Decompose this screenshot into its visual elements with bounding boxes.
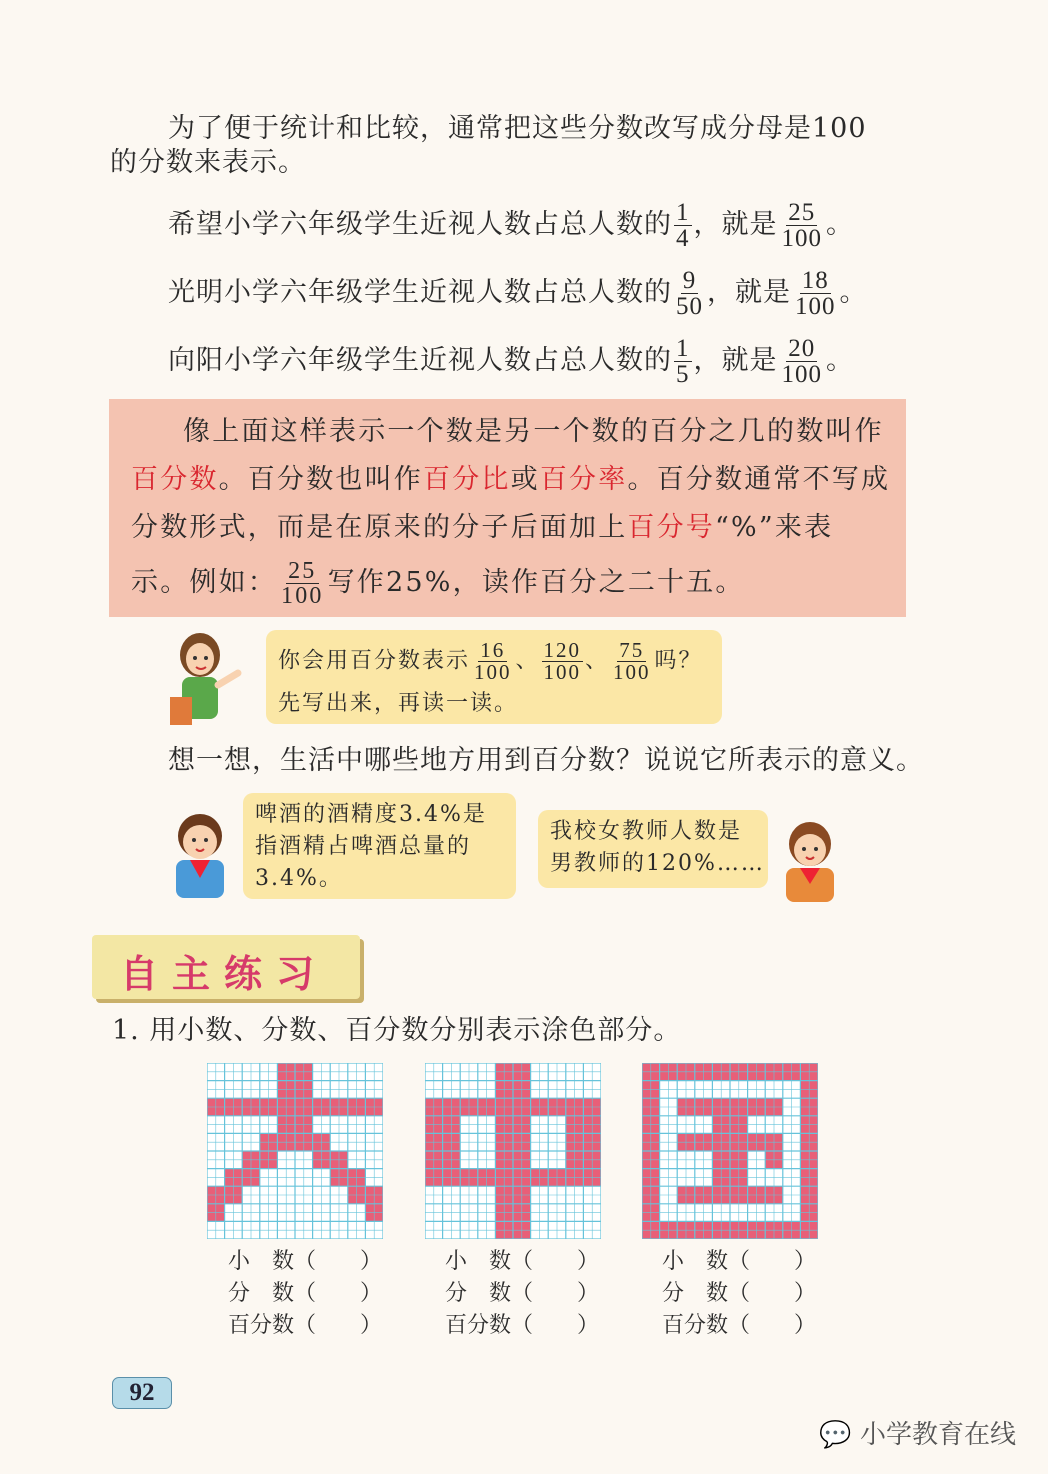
section-title: 自主练习 (120, 952, 329, 996)
grid-zhong (425, 1063, 601, 1239)
boy-speech-bubble: 啤酒的酒精度3.4%是 指酒精占啤酒总量的 3.4%。 (243, 793, 516, 899)
definition-line-2: 百分数。百分数也叫作百分比或百分率。百分数通常不写成 (131, 464, 891, 495)
teacher-illustration (160, 625, 250, 730)
definition-line-4: 示。例如： $\frac{25}{100}$ 写作25%，读作百分之二十五。 (131, 558, 745, 609)
example-row: 光明小学六年级学生近视人数占总人数的 $\frac{9}{50}$ ，就是 $\frac{18}{100}$ 。 (168, 267, 868, 320)
definition-line-3: 分数形式，而是在原来的分子后面加上百分号“%”来表 (131, 512, 834, 543)
watermark: 💬 小学教育在线 (819, 1420, 1016, 1450)
definition-line-1: 像上面这样表示一个数是另一个数的百分之几的数叫作 (183, 416, 884, 447)
grid-guo (642, 1063, 818, 1239)
boy-illustration (160, 808, 240, 898)
fraction-blank[interactable]: 分 数（ ） (662, 1281, 817, 1306)
grid-da (207, 1063, 383, 1239)
teacher-speech-bubble: 你会用百分数表示 $\frac{16}{100}$ 、 $\frac{120}{100}$ 、 $\frac{75}{100}$ 吗？ 先写出来，再读一读。 (266, 630, 722, 724)
fraction-blank[interactable]: 分 数（ ） (228, 1281, 383, 1306)
percent-blank[interactable]: 百分数（ ） (228, 1313, 383, 1338)
exercise-1: 1. 用小数、分数、百分数分别表示涂色部分。 (112, 1015, 682, 1046)
example-row: 向阳小学六年级学生近视人数占总人数的 $\frac{1}{5}$ ，就是 $\frac{20}{100}$ 。 (168, 335, 854, 388)
think-prompt: 想一想，生活中哪些地方用到百分数？说说它所表示的意义。 (168, 745, 924, 776)
girl-illustration (770, 818, 850, 902)
girl-speech-bubble: 我校女教师人数是 男教师的120%…… (538, 810, 768, 888)
intro-line-1: 为了便于统计和比较，通常把这些分数改写成分母是100 (168, 113, 867, 144)
decimal-blank[interactable]: 小 数（ ） (228, 1249, 383, 1274)
decimal-blank[interactable]: 小 数（ ） (662, 1249, 817, 1274)
example-row: 希望小学六年级学生近视人数占总人数的 $\frac{1}{4}$ ，就是 $\frac{25}{100}$ 。 (168, 199, 854, 252)
percent-blank[interactable]: 百分数（ ） (662, 1313, 817, 1338)
fraction-blank[interactable]: 分 数（ ） (445, 1281, 600, 1306)
chat-bubble-icon: 💬 (819, 1420, 860, 1450)
decimal-blank[interactable]: 小 数（ ） (445, 1249, 600, 1274)
page-number: 92 (112, 1377, 172, 1409)
percent-blank[interactable]: 百分数（ ） (445, 1313, 600, 1338)
definition-box (109, 399, 906, 617)
intro-line-2: 的分数来表示。 (110, 147, 306, 178)
section-title-banner (92, 935, 360, 999)
